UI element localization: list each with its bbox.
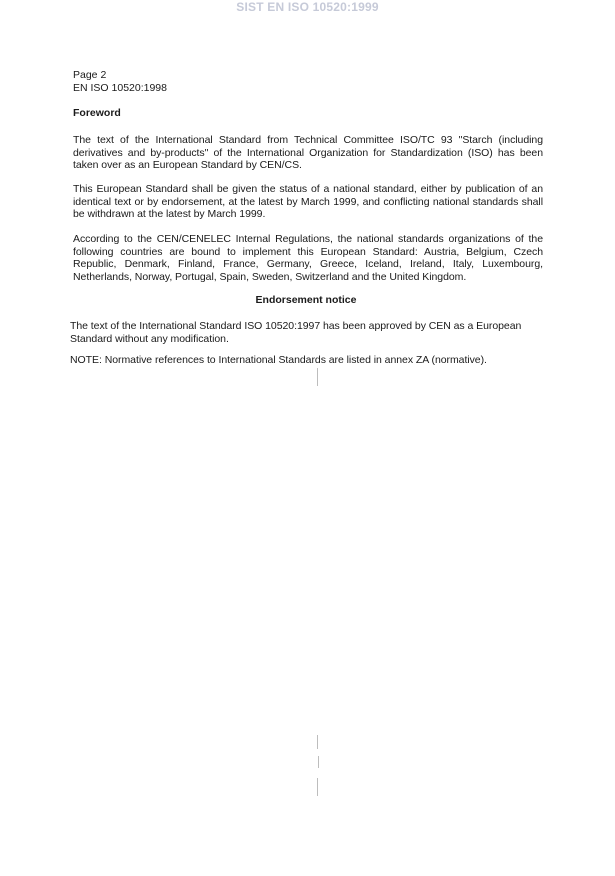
scan-artifact <box>317 735 318 749</box>
page-number: Page 2 <box>73 69 107 81</box>
page-header <box>73 69 167 95</box>
document-id: EN ISO 10520:1998 <box>73 82 167 94</box>
scan-artifact <box>317 368 318 386</box>
foreword-paragraph-1: The text of the International Standard from Technical Committee ISO/TC 93 "Starch (including derivatives and by-products" of the International Organization for Standardization (ISO) has been taken over as an European Standard by CEN/CS. <box>73 134 543 171</box>
endorsement-heading: Endorsement notice <box>255 294 357 306</box>
scan-artifact <box>318 756 319 768</box>
foreword-paragraph-3: According to the CEN/CENELEC Internal Regulations, the national standards organizations of the following countries are bound to implement this European Standard: Austria, Belgium, Czech Republic, Denmark, Finland, France, Germany, Greece, Iceland, Ireland, Italy, Luxembourg, Netherlands, Norway, Portugal, Spain, Sweden, Switzerland and the United Kingdom. <box>73 233 543 283</box>
normative-note: NOTE: Normative references to International Standards are listed in annex ZA (normative). <box>70 354 487 366</box>
watermark: SIST EN ISO 10520:1999 <box>236 0 379 14</box>
scan-artifact <box>317 778 318 796</box>
foreword-heading: Foreword <box>73 107 121 119</box>
foreword-paragraph-2: This European Standard shall be given the status of a national standard, either by publication of an identical text or by endorsement, at the latest by March 1999, and conflicting national standards shall be withdrawn at the latest by March 1999. <box>73 183 543 220</box>
endorsement-paragraph: The text of the International Standard ISO 10520:1997 has been approved by CEN as a European Standard without any modification. <box>70 320 522 345</box>
